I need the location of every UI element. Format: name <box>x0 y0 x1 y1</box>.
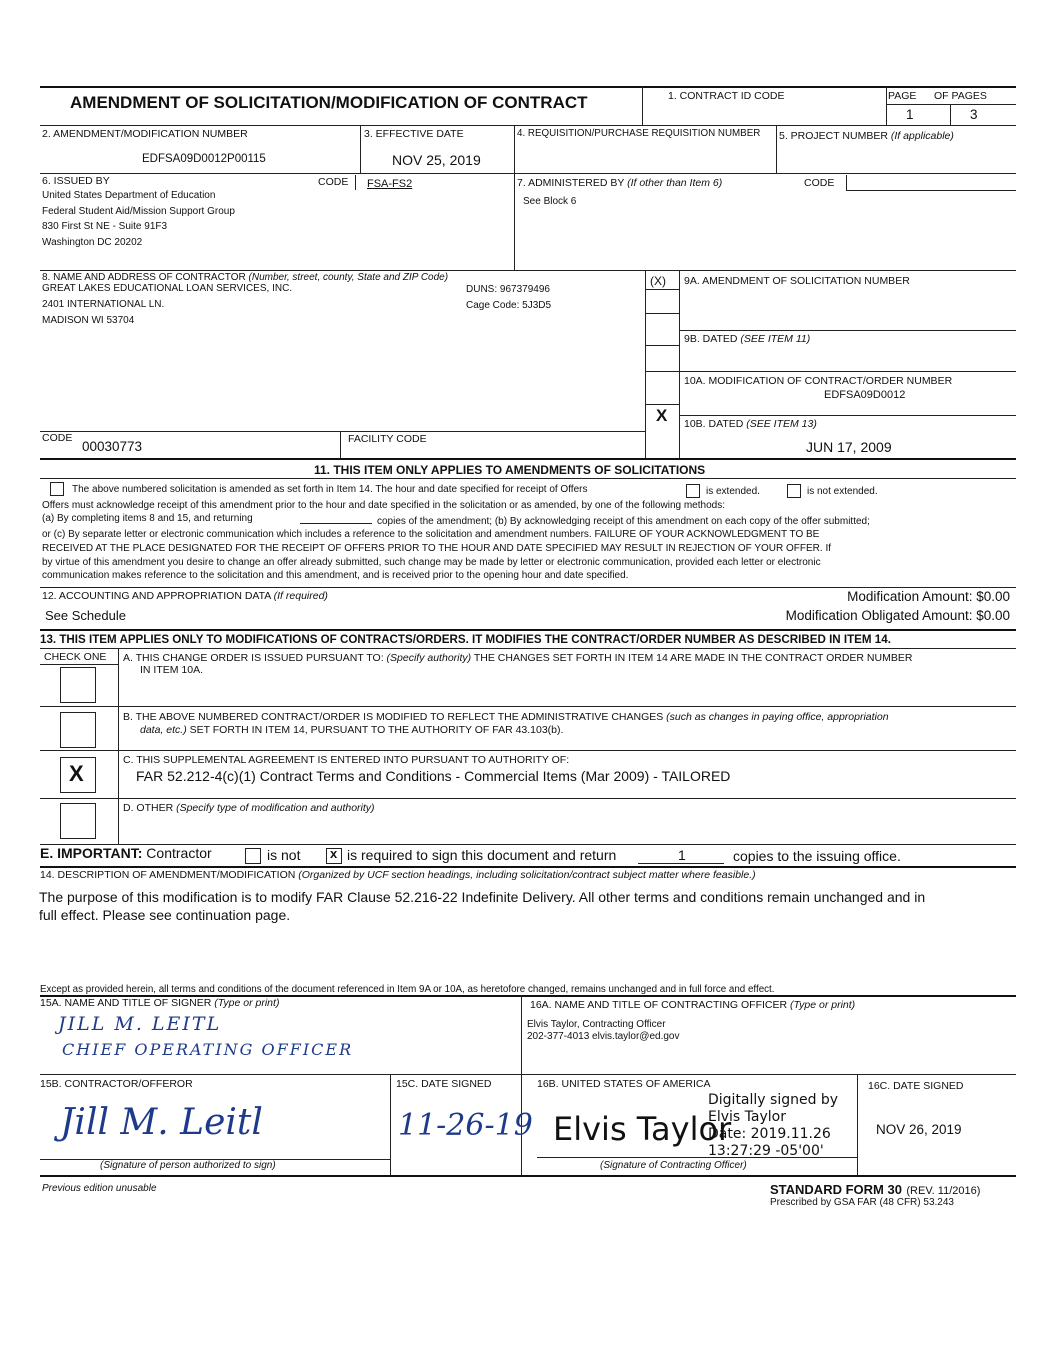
item-13c-line-1: C. THIS SUPPLEMENTAL AGREEMENT IS ENTERED INTO PURSUANT TO AUTHORITY OF: <box>123 754 570 766</box>
amendment-number-label: 2. AMENDMENT/MODIFICATION NUMBER <box>42 128 248 140</box>
item-13-title: 13. THIS ITEM APPLIES ONLY TO MODIFICATIONS OF CONTRACTS/ORDERS. IT MODIFIES THE CONTRACT/ORDER NUMBER AS DESCRIBED IN ITEM 14. <box>40 633 891 646</box>
contracting-officer-signature-caption: (Signature of Contracting Officer) <box>600 1160 747 1171</box>
not-extended-label: is not extended. <box>807 486 878 497</box>
issued-line-3: 830 First St NE - Suite 91F3 <box>42 221 168 232</box>
copies-count: 1 <box>678 847 686 863</box>
signer-name-label: 15A. NAME AND TITLE OF SIGNER (Type or print) <box>40 997 280 1009</box>
total-pages: 3 <box>970 107 978 122</box>
check-13d[interactable] <box>60 803 96 839</box>
amendment-number: EDFSA09D0012P00115 <box>142 153 266 165</box>
page-number: 1 <box>906 107 914 122</box>
effective-date: NOV 25, 2019 <box>392 152 481 168</box>
administered-by-label: 7. ADMINISTERED BY (If other than Item 6) <box>517 177 723 189</box>
contractor-signature-caption: (Signature of person authorized to sign) <box>100 1160 276 1171</box>
item-11-line-3a: (a) By completing items 8 and 15, and returning <box>42 513 253 524</box>
solicitation-checkbox[interactable] <box>50 482 64 496</box>
administered-code-label: CODE <box>804 177 835 189</box>
project-number-label: 5. PROJECT NUMBER (If applicable) <box>779 130 954 142</box>
contracting-officer-label: 16A. NAME AND TITLE OF CONTRACTING OFFICER (Type or print) <box>530 999 856 1011</box>
effective-date-label: 3. EFFECTIVE DATE <box>364 128 464 140</box>
modification-contract-label: 10A. MODIFICATION OF CONTRACT/ORDER NUMBER <box>684 375 953 387</box>
not-extended-checkbox[interactable] <box>787 484 801 498</box>
prescribed-by: Prescribed by GSA FAR (48 CFR) 53.243 <box>770 1197 954 1208</box>
contract-id-label: 1. CONTRACT ID CODE <box>668 90 785 102</box>
issued-line-2: Federal Student Aid/Mission Support Group <box>42 206 235 217</box>
is-extended-label: is extended. <box>706 486 760 497</box>
x-mark-13c: X <box>69 761 84 786</box>
modification-obligated-amount: Modification Obligated Amount: $0.00 <box>785 608 1010 623</box>
x-column-header: (X) <box>650 274 666 288</box>
except-text: Except as provided herein, all terms and conditions of the document referenced in Item 9A or 10A, as heretofore changed, remains unchanged and in full force and effect. <box>40 984 775 995</box>
item-11-line-5: RECEIVED AT THE PLACE DESIGNATED FOR THE RECEIPT OF OFFERS PRIOR TO THE HOUR AND DATE SPECIFIED MAY RESULT IN REJECTION OF YOUR OFFER. If <box>42 543 832 554</box>
item-11-line-4: or (c) By separate letter or electronic communication which includes a reference to the solicitation and amendment numbers. FAILURE OF YOUR ACKNOWLEDGMENT TO BE <box>42 529 820 540</box>
date-signed-15c: 11-26-19 <box>398 1108 533 1143</box>
facility-code-label: FACILITY CODE <box>348 433 427 445</box>
accounting-value: See Schedule <box>45 608 126 623</box>
item-11-line-1: The above numbered solicitation is amended as set forth in Item 14. The hour and date specified for receipt of Offers <box>72 484 588 495</box>
description-text-1: The purpose of this modification is to modify FAR Clause 52.216-22 Indefinite Delivery. All other terms and conditions remain unchanged and in <box>39 889 926 905</box>
contractor-signature: Jill M. Leitl <box>60 1102 263 1143</box>
contractor-code: 00030773 <box>82 439 143 454</box>
important-label: E. IMPORTANT: Contractor <box>40 845 212 861</box>
item-13b-line-2: data, etc.) SET FORTH IN ITEM 14, PURSUANT TO THE AUTHORITY OF FAR 43.103(b). <box>140 724 564 736</box>
check-one-label: CHECK ONE <box>44 651 107 663</box>
modification-amount: Modification Amount: $0.00 <box>847 589 1010 604</box>
amendment-solicitation-label: 9A. AMENDMENT OF SOLICITATION NUMBER <box>684 275 910 287</box>
contracting-officer-line-1: Elvis Taylor, Contracting Officer <box>527 1019 666 1030</box>
item-11-line-6: by virtue of this amendment you desire to change an offer already submitted, such change may be made by letter or electronic communication, provided each letter or electronic <box>42 557 821 568</box>
item-13a-line-1: A. THIS CHANGE ORDER IS ISSUED PURSUANT TO: (Specify authority) THE CHANGES SET FORTH IN ITEM 14 ARE MADE IN THE CONTRACT ORDER NUMBER <box>123 652 913 664</box>
is-not-label: is not <box>267 847 301 863</box>
issued-line-1: United States Department of Education <box>42 190 216 201</box>
contractor-line-3: MADISON WI 53704 <box>42 315 135 326</box>
contractor-label: 8. NAME AND ADDRESS OF CONTRACTOR (Number, street, county, State and ZIP Code) <box>42 272 449 283</box>
description-text-2: full effect. Please see continuation page. <box>39 907 291 923</box>
of-pages-label: OF PAGES <box>934 90 987 102</box>
contractor-line-1: GREAT LAKES EDUCATIONAL LOAN SERVICES, INC. <box>42 283 293 294</box>
is-required-label: is required to sign this document and return <box>347 847 617 863</box>
is-required-mark: x <box>330 846 338 861</box>
item-13d-label: D. OTHER (Specify type of modification and authority) <box>123 802 375 814</box>
issued-by-label: 6. ISSUED BY <box>42 175 110 187</box>
requisition-label: 4. REQUISITION/PURCHASE REQUISITION NUMBER <box>517 128 761 139</box>
dated-10b-label: 10B. DATED (SEE ITEM 13) <box>684 418 817 430</box>
form-title: AMENDMENT OF SOLICITATION/MODIFICATION OF CONTRACT <box>70 93 588 112</box>
issued-code-label: CODE <box>318 176 349 188</box>
signer-name-handwritten: JILL M. LEITL <box>58 1013 222 1035</box>
contracting-officer-signature: Elvis Taylor <box>553 1110 732 1148</box>
administered-value: See Block 6 <box>523 196 577 207</box>
date-signed-16c-label: 16C. DATE SIGNED <box>868 1080 964 1092</box>
is-extended-checkbox[interactable] <box>686 484 700 498</box>
united-states-label: 16B. UNITED STATES OF AMERICA <box>537 1078 711 1090</box>
contractor-code-label: CODE <box>42 432 73 444</box>
date-signed-15c-label: 15C. DATE SIGNED <box>396 1078 492 1090</box>
previous-edition-note: Previous edition unusable <box>42 1183 157 1194</box>
modification-contract-number: EDFSA09D0012 <box>824 389 906 401</box>
page-label: PAGE <box>888 90 917 102</box>
item-13a-line-2: IN ITEM 10A. <box>140 664 204 676</box>
item-13c-authority: FAR 52.212-4(c)(1) Contract Terms and Conditions - Commercial Items (Mar 2009) - TAILORED <box>136 768 731 784</box>
contracting-officer-line-2: 202-377-4013 elvis.taylor@ed.gov <box>527 1031 680 1042</box>
copies-suffix: copies to the issuing office. <box>733 848 901 864</box>
item-13b-line-1: B. THE ABOVE NUMBERED CONTRACT/ORDER IS MODIFIED TO REFLECT THE ADMINISTRATIVE CHANGES (such as changes in paying office, appropriation <box>123 711 889 723</box>
check-13a[interactable] <box>60 667 96 703</box>
item-11-title: 11. THIS ITEM ONLY APPLIES TO AMENDMENTS OF SOLICITATIONS <box>314 463 706 477</box>
contractor-cage: Cage Code: 5J3D5 <box>466 300 552 311</box>
accounting-label: 12. ACCOUNTING AND APPROPRIATION DATA (If required) <box>42 590 328 602</box>
item-11-line-2: Offers must acknowledge receipt of this amendment prior to the hour and date specified in the solicitation or as amended, by one of the following methods: <box>42 500 725 511</box>
issued-code: FSA-FS2 <box>367 178 413 190</box>
item-11-line-3b: copies of the amendment; (b) By acknowledging receipt of this amendment on each copy of the offer submitted; <box>377 516 870 527</box>
issued-line-4: Washington DC 20202 <box>42 237 143 248</box>
check-13b[interactable] <box>60 712 96 748</box>
is-not-checkbox[interactable] <box>245 848 261 864</box>
description-label: 14. DESCRIPTION OF AMENDMENT/MODIFICATION (Organized by UCF section headings, including solicitation/contract subject matter where feasible.) <box>40 869 756 881</box>
contractor-line-2: 2401 INTERNATIONAL LN. <box>42 299 165 310</box>
contractor-duns: DUNS: 967379496 <box>466 284 550 295</box>
signer-title-handwritten: CHIEF OPERATING OFFICER <box>62 1040 354 1059</box>
dated-10b: JUN 17, 2009 <box>806 439 892 455</box>
digital-signature-stamp: Digitally signed by Elvis Taylor Date: 2019.11.26 13:27:29 -05'00' <box>708 1092 839 1159</box>
item-11-line-7: communication makes reference to the solicitation and this amendment, and is received prior to the opening hour and date specified. <box>42 570 629 581</box>
contractor-offeror-label: 15B. CONTRACTOR/OFFEROR <box>40 1078 193 1090</box>
date-signed-16c: NOV 26, 2019 <box>876 1122 962 1137</box>
x-mark-10a: X <box>656 406 668 425</box>
dated-9b-label: 9B. DATED (SEE ITEM 11) <box>684 333 811 345</box>
standard-form-label: STANDARD FORM 30 (REV. 11/2016) <box>770 1182 981 1197</box>
